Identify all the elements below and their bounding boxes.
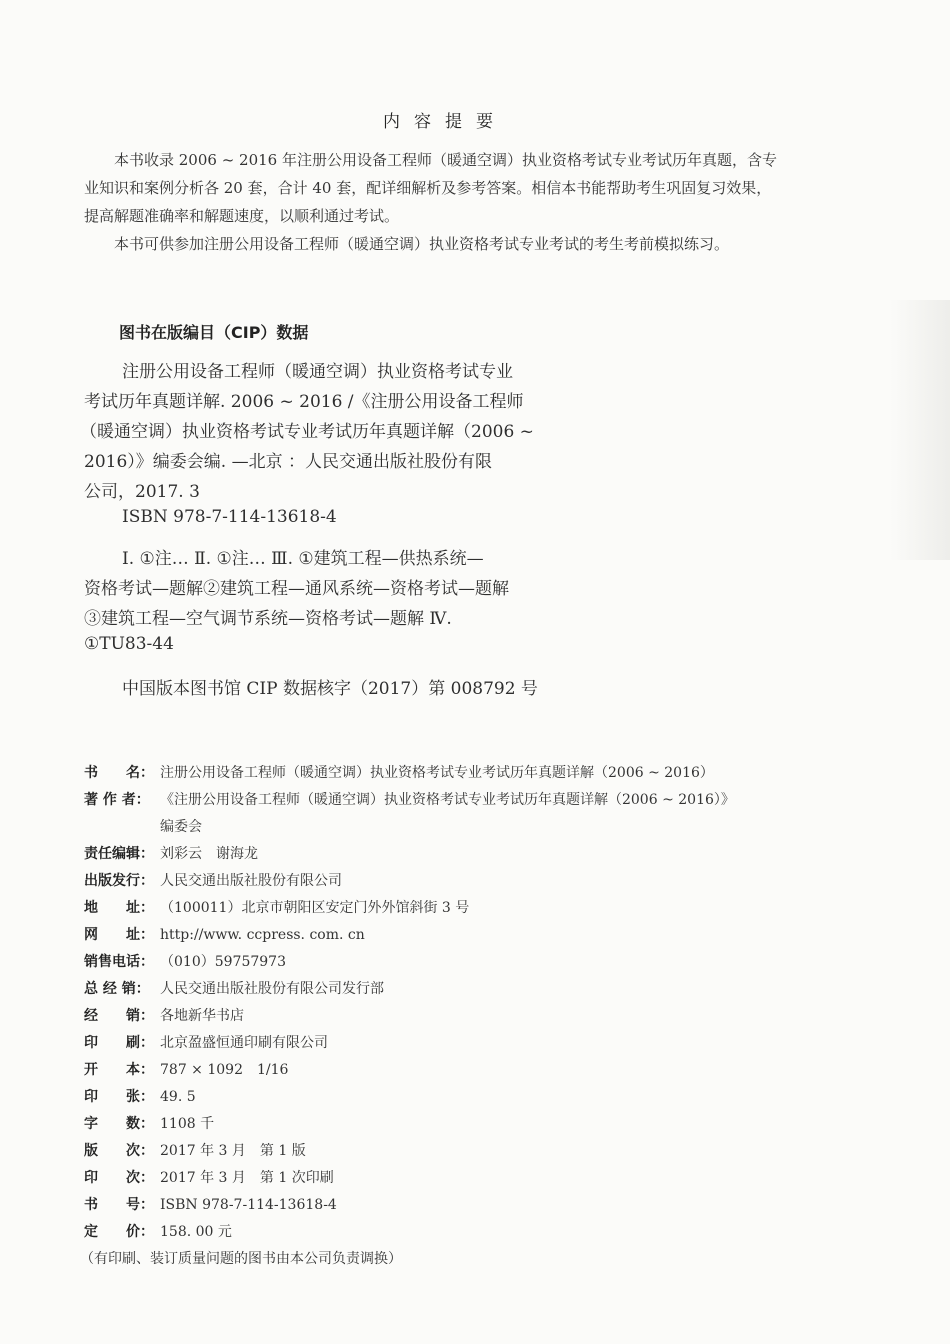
info-value: http://www. ccpress. com. cn xyxy=(160,927,365,943)
summary-heading: 内容提要 xyxy=(383,112,507,132)
info-value: 各地新华书店 xyxy=(160,1008,244,1024)
cip-line: ③建筑工程—空气调节系统—资格考试—题解 Ⅳ. xyxy=(84,609,452,629)
info-label: 总 经 销： xyxy=(84,981,150,997)
info-row-format xyxy=(84,1059,288,1079)
info-value: （010）59757973 xyxy=(160,954,286,970)
info-value: 2017 年 3 月 第 1 版 xyxy=(160,1143,306,1159)
info-row-sheets xyxy=(84,1086,196,1106)
quality-note: （有印刷、装订质量问题的图书由本公司负责调换） xyxy=(80,1251,402,1267)
info-value: 北京盈盛恒通印刷有限公司 xyxy=(160,1035,328,1051)
cip-line: 考试历年真题详解. 2006 ~ 2016 /《注册公用设备工程师 xyxy=(84,392,524,412)
info-value: 1108 千 xyxy=(160,1116,215,1132)
info-value: 49. 5 xyxy=(160,1089,196,1105)
info-label: 出版发行： xyxy=(84,873,154,889)
summary-para1-line2: 业知识和案例分析各 20 套，合计 40 套，配详细解析及参考答案。相信本书能帮助考生巩固复习效果， xyxy=(84,179,772,197)
info-value: 注册公用设备工程师（暖通空调）执业资格考试专业考试历年真题详解（2006 ~ 2016） xyxy=(160,765,714,781)
info-row-address xyxy=(84,897,469,917)
summary-para1-line3: 提高解题准确率和解题速度，以顺利通过考试。 xyxy=(84,207,400,225)
info-label: 书 名： xyxy=(84,765,154,781)
info-label: 地 址： xyxy=(84,900,154,916)
cip-line: 注册公用设备工程师（暖通空调）执业资格考试专业 xyxy=(122,362,513,382)
info-row-distributor xyxy=(84,978,384,998)
info-label: 字 数： xyxy=(84,1116,154,1132)
info-row-author-cont xyxy=(84,816,202,836)
info-value: 刘彩云 谢海龙 xyxy=(160,846,258,862)
info-label: 书 号： xyxy=(84,1197,154,1213)
info-row-price xyxy=(84,1221,232,1241)
info-value: 2017 年 3 月 第 1 次印刷 xyxy=(160,1170,334,1186)
info-label: 印 张： xyxy=(84,1089,154,1105)
cip-line: Ⅰ. ①注… Ⅱ. ①注… Ⅲ. ①建筑工程—供热系统— xyxy=(122,549,484,569)
info-value: 787 × 1092 1/16 xyxy=(160,1062,289,1078)
info-row-publisher xyxy=(84,870,342,890)
summary-body xyxy=(84,146,874,258)
cip-isbn: ISBN 978-7-114-13618-4 xyxy=(122,507,337,527)
info-value: ISBN 978-7-114-13618-4 xyxy=(160,1197,337,1213)
info-row-editor xyxy=(84,843,258,863)
cip-line: 资格考试—题解②建筑工程—通风系统—资格考试—题解 xyxy=(84,579,509,599)
cip-line: 公司，2017. 3 xyxy=(84,482,200,502)
info-label: 定 价： xyxy=(84,1224,154,1240)
info-label: 责任编辑： xyxy=(84,846,154,862)
info-value: 158. 00 元 xyxy=(160,1224,232,1240)
cip-title: 图书在版编目（CIP）数据 xyxy=(119,323,309,342)
info-label: 印 刷： xyxy=(84,1035,154,1051)
page-edge-shadow xyxy=(890,300,950,560)
info-label: 经 销： xyxy=(84,1008,154,1024)
info-row-isbn xyxy=(84,1194,337,1214)
info-value: （100011）北京市朝阳区安定门外外馆斜街 3 号 xyxy=(160,900,470,916)
info-value: 人民交通出版社股份有限公司发行部 xyxy=(160,981,384,997)
info-row-seller xyxy=(84,1005,244,1025)
info-row-printing xyxy=(84,1167,334,1187)
info-row-website xyxy=(84,924,365,944)
info-label: 销售电话： xyxy=(84,954,154,970)
info-row-title xyxy=(84,762,714,782)
summary-para2: 本书可供参加注册公用设备工程师（暖通空调）执业资格考试专业考试的考生考前模拟练习。 xyxy=(114,235,730,253)
info-row-phone xyxy=(84,951,286,971)
info-value: 《注册公用设备工程师（暖通空调）执业资格考试专业考试历年真题详解（2006 ~ 2016）》 xyxy=(160,792,735,808)
info-row-author xyxy=(84,789,735,809)
info-label: 开 本： xyxy=(84,1062,154,1078)
info-label: 著 作 者： xyxy=(84,792,150,808)
info-row-printer xyxy=(84,1032,328,1052)
info-row-wordcount xyxy=(84,1113,214,1133)
cip-line: 2016）》编委会编. —北京 ：人民交通出版社股份有限 xyxy=(84,452,492,472)
info-label: 网 址： xyxy=(84,927,154,943)
info-row-edition xyxy=(84,1140,306,1160)
summary-para1-line1: 本书收录 2006 ~ 2016 年注册公用设备工程师（暖通空调）执业资格考试专业考试历年真题，含专 xyxy=(114,151,777,169)
info-label: 印 次： xyxy=(84,1170,154,1186)
info-value: 编委会 xyxy=(160,819,202,835)
cip-line: （暖通空调）执业资格考试专业考试历年真题详解（2006 ~ xyxy=(80,422,534,442)
cip-line: ①TU83-44 xyxy=(84,634,174,654)
info-value: 人民交通出版社股份有限公司 xyxy=(160,873,342,889)
info-label: 版 次： xyxy=(84,1143,154,1159)
cip-number: 中国版本图书馆 CIP 数据核字（2017）第 008792 号 xyxy=(122,679,538,699)
